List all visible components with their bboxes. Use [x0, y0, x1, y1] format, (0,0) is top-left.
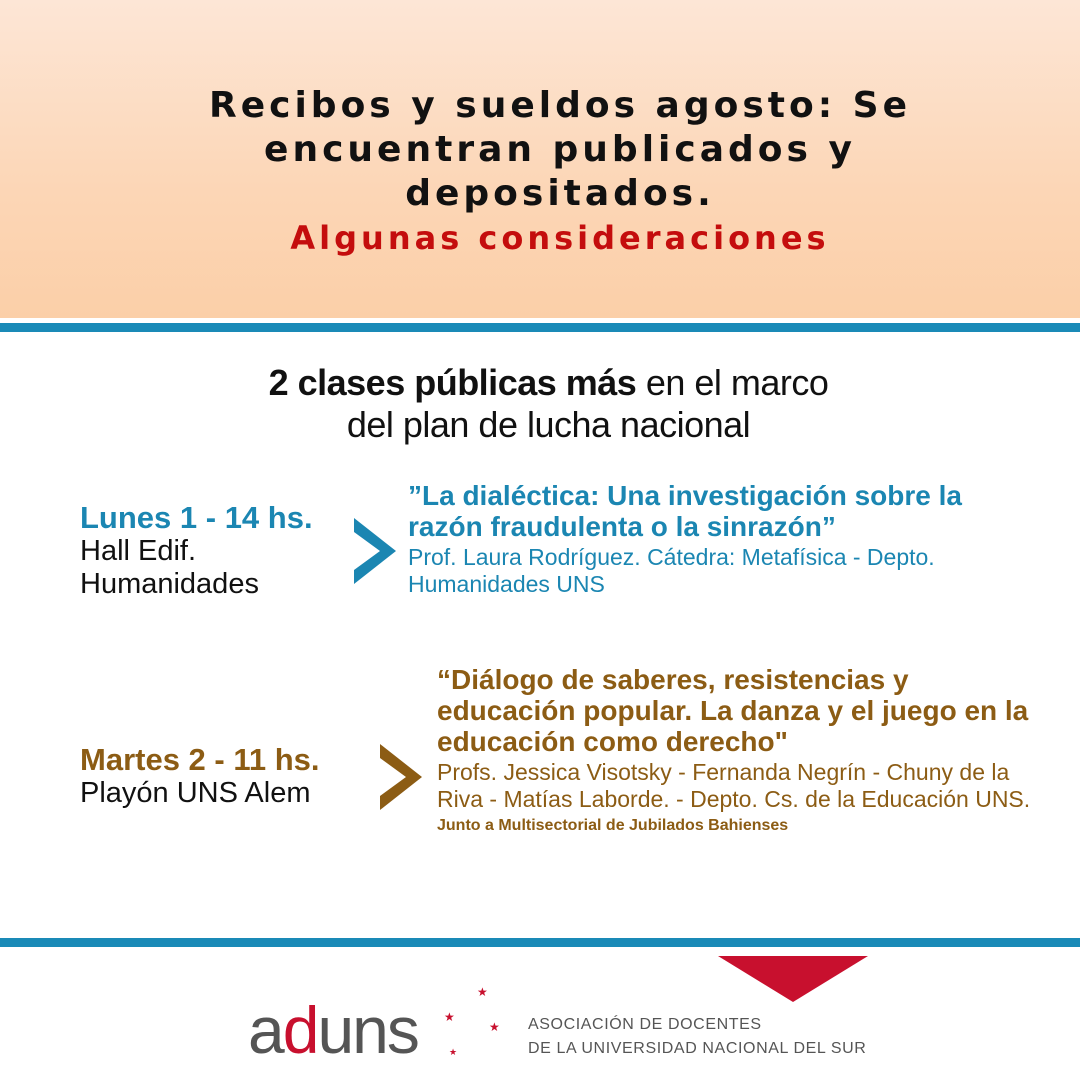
event-1-title: ”La dialéctica: Una investigación sobre la razón fraudulenta o la sinrazón” — [408, 480, 962, 542]
event-1-talk — [408, 480, 1008, 598]
event-2-speakers: Profs. Jessica Visotsky - Fernanda Negrín - Chuny de la Riva - Matías Laborde. - Depto. Cs. de la Educación UNS. — [437, 759, 1031, 812]
svg-text:★: ★ — [444, 1010, 455, 1024]
association-line1: ASOCIACIÓN DE DOCENTES — [528, 1016, 762, 1033]
event-2-note: Junto a Multisectorial de Jubilados Bahienses — [437, 817, 789, 834]
headline-line2: encuentran publicados y — [264, 129, 856, 170]
subtitle-line2: del plan de lucha nacional — [346, 404, 751, 445]
headline — [60, 84, 1060, 260]
event-1-speakers: Prof. Laura Rodríguez. Cátedra: Metafísica - Depto. Humanidades UNS — [408, 544, 935, 597]
event-1-place-line1: Hall Edif. — [80, 535, 197, 567]
subtitle-rest: en el marco — [636, 362, 829, 403]
headline-highlight: Algunas consideraciones — [290, 219, 830, 257]
headline-bold: Recibos y sueldos agosto: — [208, 85, 837, 126]
chevron-right-icon — [350, 518, 400, 584]
headline-line3: depositados. — [405, 173, 715, 214]
event-1-day: Lunes 1 - 14 hs. — [80, 500, 313, 535]
red-triangle-decoration — [718, 956, 868, 1002]
subtitle — [0, 362, 1080, 446]
subtitle-bold: 2 clases públicas más — [268, 362, 637, 403]
event-1-place-line2: Humanidades — [80, 568, 259, 600]
event-2-talk — [437, 664, 1037, 837]
svg-text:★: ★ — [489, 1020, 500, 1034]
association-name — [528, 1013, 866, 1061]
event-2-title: “Diálogo de saberes, resistencias y educación popular. La danza y el juego en la educación como derecho" — [437, 664, 1029, 757]
association-line2: DE LA UNIVERSIDAD NACIONAL DEL SUR — [528, 1040, 867, 1057]
headline-line1-rest: Se — [836, 85, 911, 126]
chevron-right-icon — [376, 744, 426, 810]
aduns-logo — [248, 985, 508, 1060]
headline-line1 — [60, 84, 1060, 128]
event-2-place-line1: Playón UNS Alem — [80, 777, 311, 809]
svg-text:aduns: aduns — [248, 993, 418, 1060]
event-2-when — [80, 742, 320, 810]
divider-top — [0, 323, 1080, 332]
divider-bottom — [0, 938, 1080, 947]
svg-text:★: ★ — [449, 1048, 458, 1058]
svg-text:★: ★ — [477, 985, 488, 999]
event-1-when — [80, 500, 313, 601]
event-2-day: Martes 2 - 11 hs. — [80, 742, 320, 777]
